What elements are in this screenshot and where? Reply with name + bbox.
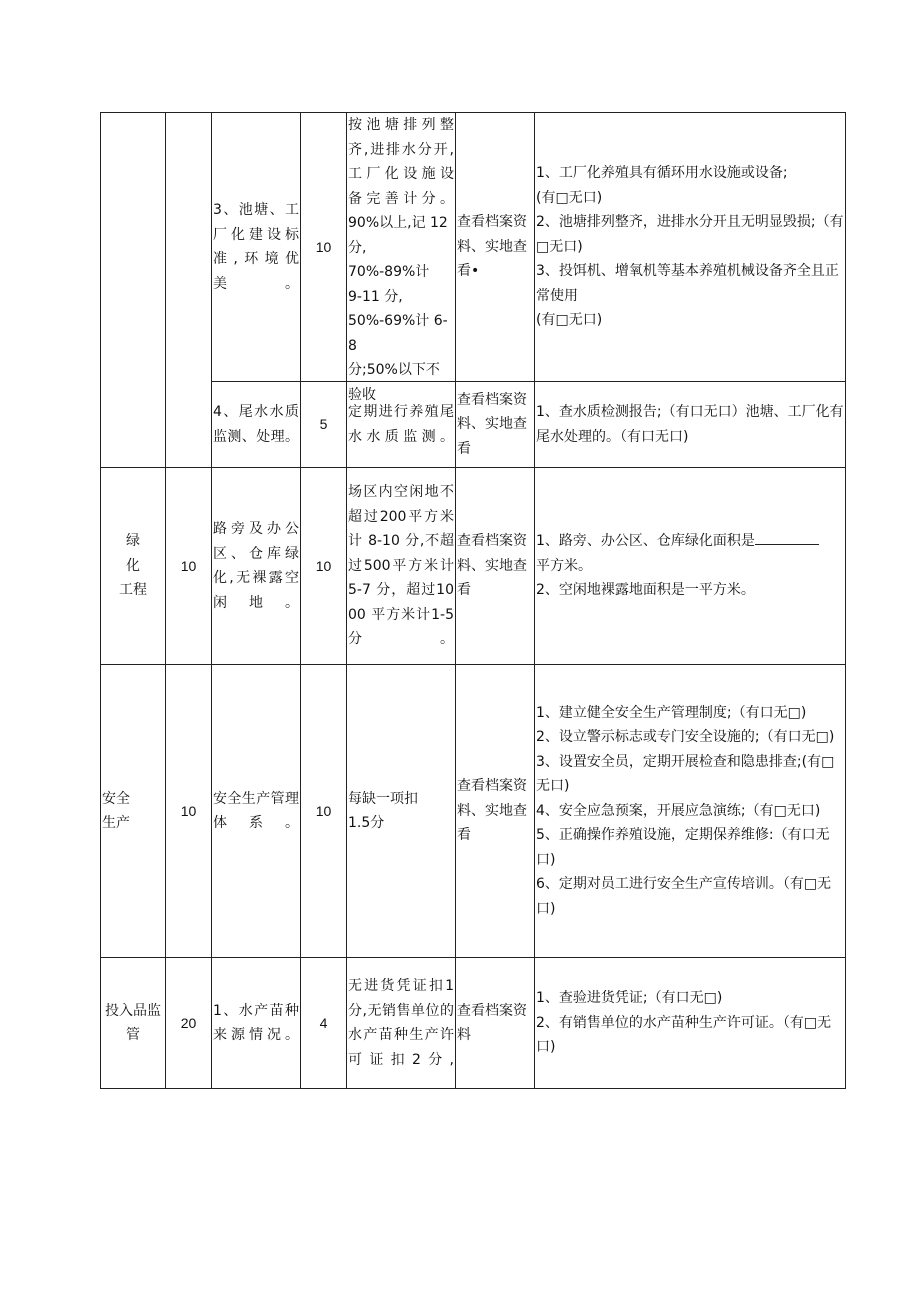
rule-line: 70%-89%计 [348,264,430,280]
standard-cell [212,468,301,665]
rule-line: 50%-69%计 6-8 [348,313,448,354]
method-cell: 查看档案资料、实地查看 [456,382,535,468]
rule-line: 备完善计分。 [348,190,454,207]
method-cell: 查看档案资料、实地查看 [456,665,535,958]
standard-cell [212,665,301,958]
method-cell: 查看档案资料、实地查看• [456,113,535,382]
category-cell: 投入品监管 [101,958,166,1089]
standard-text: 路旁及办公区、仓库绿化,无裸露空闲地。 [213,521,299,611]
score-cell: 10 [301,113,347,382]
rule-line: 90%以上,记 12 [348,215,448,231]
score-cell: 10 [301,665,347,958]
detail-line: (有□无口) [536,312,603,329]
detail-line: 3、投饵机、增氧机等基本养殖机械设备齐全且正常使用 [536,263,839,304]
detail-line: 2、池塘排列整齐，进排水分开且无明显毁损;（有□无口) [536,214,844,255]
rule-line: 1.5分 [348,815,385,831]
details-cell [535,113,846,382]
rule-line: 按池塘排列整 [348,117,454,133]
detail-line: 3、设置安全员，定期开展检查和隐患排查;(有□无口) [536,753,835,795]
detail-line: 1、工厂化养殖具有循环用水设施或设备; [536,165,788,182]
detail-line: 2、设立警示标志或专门安全设施的;（有口无□) [536,729,835,746]
evaluation-table [100,112,846,1089]
detail-line: 6、定期对员工进行安全生产宣传培训。（有□无口) [536,876,832,917]
standard-text: 3、池塘、工厂化建设标准,环境优美。 [213,202,299,292]
detail-line: 1、建立健全安全生产管理制度;（有口无□) [536,704,807,721]
table-row [101,665,846,958]
rule-cell [347,468,456,665]
detail-line: 2、空闲地裸露地面积是一平方米。 [536,582,755,599]
details-cell [535,958,846,1089]
detail-line: 1、查验进货凭证;（有口无□) [536,990,723,1007]
detail-line: 4、安全应急预案，开展应急演练;（有□无口) [536,802,821,819]
rule-line: 齐,进排水分开, [348,141,454,158]
category-score-cell [166,113,212,468]
table-row [101,113,846,382]
method-cell: 查看档案资料 [456,958,535,1089]
details-cell [535,665,846,958]
standard-cell [212,382,301,468]
detail-line: (有□无口) [536,189,603,206]
score-cell: 4 [301,958,347,1089]
category-cell: 绿 化 工程 [101,468,166,665]
detail-line: 平方米。 [536,557,592,574]
method-cell: 查看档案资料、实地查看 [456,468,535,665]
rule-cell [347,665,456,958]
category-score-cell: 20 [166,958,212,1089]
details-cell [535,382,846,468]
category-cell [101,113,166,468]
rule-line: 分, [348,239,367,256]
detail-line: 1、查水质检测报告;（有口无口）池塘、工厂化有尾水处理的。（有口无口) [536,404,844,445]
detail-line: 2、有销售单位的水产苗种生产许可证。（有□无口) [536,1014,832,1056]
table-row [101,468,846,665]
table-row [101,958,846,1089]
category-cell: 安全 生产 [101,665,166,958]
rule-line: 无进货凭证扣1分,无销售单位的水产苗种生产许可证扣2分, [348,978,454,1068]
standard-text: 安全生产管理体系。 [213,790,299,831]
standard-cell [212,113,301,382]
rule-line: 定期进行养殖尾水水质监测。 [348,404,454,445]
rule-line: 验收 [348,386,376,403]
standard-cell [212,958,301,1089]
rule-cell [347,958,456,1089]
fill-blank [755,530,819,545]
standard-text: 1、水产苗种来源情况。 [213,1002,299,1043]
score-cell: 10 [301,468,347,665]
rule-line: 每缺一项扣 [348,790,418,807]
detail-line: 1、路旁、办公区、仓库绿化面积是 [536,533,755,550]
detail-line: 5、正确操作养殖设施，定期保养维修:（有口无口) [536,827,830,868]
details-cell [535,468,846,665]
standard-text: 4、尾水水质监测、处理。 [213,404,299,445]
rule-cell [347,113,456,403]
category-score-cell: 10 [166,468,212,665]
score-cell: 5 [301,382,347,468]
rule-line: 分;50%以下不 [348,362,440,378]
rule-line: 工厂化设施设 [348,166,454,182]
category-score-cell: 10 [166,665,212,958]
rule-line: 场区内空闲地不超过200平方米计 8-10 分,不超过500平方米计 5-7 分，超过1000 平方米计1-5 分。 [348,484,454,648]
table-row [101,382,846,468]
rule-line: 9-11 分, [348,288,403,305]
